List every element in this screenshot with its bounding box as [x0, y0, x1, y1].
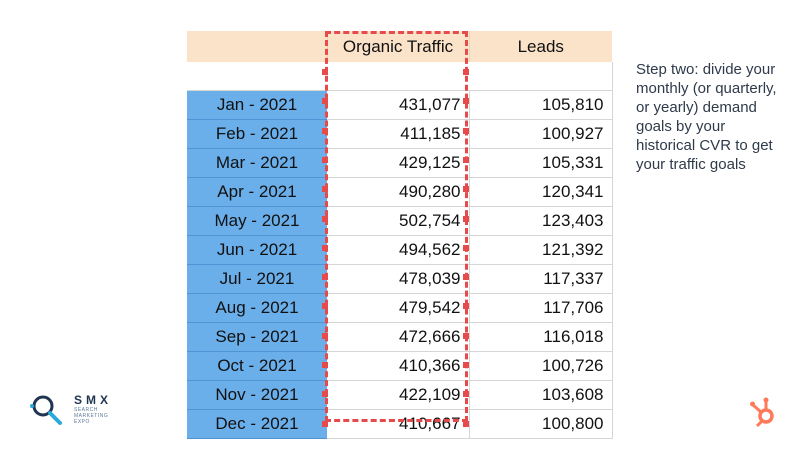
leads-cell: 117,706	[469, 294, 612, 323]
highlight-handle	[322, 421, 328, 427]
leads-cell: 117,337	[469, 265, 612, 294]
highlight-handle	[322, 303, 328, 309]
month-cell: Nov - 2021	[187, 381, 327, 410]
leads-cell: 105,331	[469, 149, 612, 178]
organic-traffic-cell: 429,125	[327, 149, 469, 178]
leads-cell: 120,341	[469, 178, 612, 207]
month-cell: Sep - 2021	[187, 323, 327, 352]
table-row	[187, 294, 612, 323]
header-organic-traffic: Organic Traffic	[327, 31, 469, 62]
table-row	[187, 265, 612, 294]
table-row	[187, 120, 612, 149]
organic-traffic-cell: 410,667	[327, 410, 469, 439]
leads-cell: 100,726	[469, 352, 612, 381]
leads-cell: 116,018	[469, 323, 612, 352]
table-row	[187, 149, 612, 178]
highlight-handle	[322, 186, 328, 192]
highlight-handle	[322, 362, 328, 368]
month-cell: May - 2021	[187, 207, 327, 236]
highlight-handle	[463, 421, 469, 427]
highlight-handle	[463, 391, 469, 397]
organic-traffic-cell: 478,039	[327, 265, 469, 294]
header-leads: Leads	[469, 31, 612, 62]
organic-traffic-cell: 472,666	[327, 323, 469, 352]
organic-traffic-cell: 494,562	[327, 236, 469, 265]
leads-cell: 100,800	[469, 410, 612, 439]
organic-traffic-cell: 410,366	[327, 352, 469, 381]
smx-title: SMX	[74, 393, 113, 407]
data-table-container	[187, 31, 612, 439]
highlight-handle	[463, 157, 469, 163]
table-row	[187, 352, 612, 381]
month-cell: Oct - 2021	[187, 352, 327, 381]
highlight-handle	[463, 186, 469, 192]
month-cell: Jul - 2021	[187, 265, 327, 294]
leads-cell: 100,927	[469, 120, 612, 149]
highlight-handle	[463, 98, 469, 104]
leads-cell: 123,403	[469, 207, 612, 236]
side-note: Step two: divide your monthly (or quarterly, or yearly) demand goals by your historical CVR to get your traffic goals	[636, 61, 777, 173]
organic-traffic-cell: 479,542	[327, 294, 469, 323]
highlight-handle	[463, 245, 469, 251]
magnifier-icon	[28, 392, 66, 426]
month-cell: Jun - 2021	[187, 236, 327, 265]
highlight-handle	[463, 362, 469, 368]
highlight-handle	[322, 69, 328, 75]
month-cell: Apr - 2021	[187, 178, 327, 207]
highlight-handle	[463, 69, 469, 75]
month-cell: Feb - 2021	[187, 120, 327, 149]
organic-traffic-cell: 502,754	[327, 207, 469, 236]
traffic-leads-table	[187, 31, 613, 439]
organic-traffic-cell: 490,280	[327, 178, 469, 207]
table-row	[187, 178, 612, 207]
organic-traffic-cell: 411,185	[327, 120, 469, 149]
highlight-handle	[463, 303, 469, 309]
table-header-row	[187, 31, 612, 62]
leads-cell: 121,392	[469, 236, 612, 265]
highlight-handle	[463, 128, 469, 134]
organic-traffic-cell: 431,077	[327, 91, 469, 120]
month-cell: Jan - 2021	[187, 91, 327, 120]
highlight-handle	[463, 216, 469, 222]
smx-logo	[28, 392, 114, 426]
table-row	[187, 323, 612, 352]
leads-cell: 103,608	[469, 381, 612, 410]
highlight-handle	[463, 333, 469, 339]
leads-cell: 105,810	[469, 91, 612, 120]
highlight-handle	[322, 128, 328, 134]
month-cell: Aug - 2021	[187, 294, 327, 323]
highlight-handle	[322, 245, 328, 251]
table-row	[187, 381, 612, 410]
header-month	[187, 31, 327, 62]
month-cell: Mar - 2021	[187, 149, 327, 178]
highlight-handle	[463, 274, 469, 280]
month-cell: Dec - 2021	[187, 410, 327, 439]
highlight-handle	[322, 274, 328, 280]
organic-traffic-cell: 422,109	[327, 381, 469, 410]
highlight-handle	[322, 216, 328, 222]
smx-subtitle: SEARCH MARKETING EXPO	[74, 407, 109, 425]
table-row	[187, 207, 612, 236]
hubspot-sprocket-icon	[749, 396, 781, 428]
table-row	[187, 410, 612, 439]
highlight-handle	[322, 98, 328, 104]
highlight-handle	[322, 157, 328, 163]
table-row	[187, 91, 612, 120]
table-row	[187, 236, 612, 265]
highlight-handle	[322, 391, 328, 397]
highlight-handle	[322, 333, 328, 339]
